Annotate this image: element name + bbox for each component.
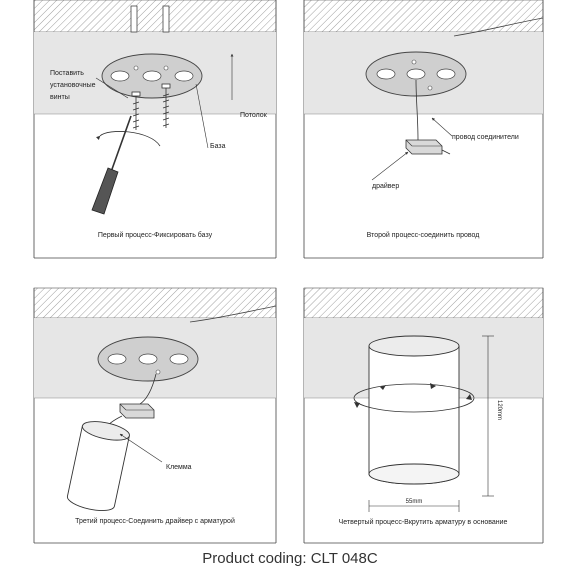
rotation-arrow-icon — [100, 131, 160, 146]
caption-step-1: Первый процесс-Фиксировать базу — [97, 232, 213, 239]
label-height: 120mm — [496, 399, 502, 421]
label-terminal: Клемма — [166, 464, 192, 471]
width-dimension — [369, 499, 459, 512]
panel-step-3 — [34, 288, 276, 543]
product-code: Product coding: CLT 048C — [202, 550, 378, 567]
panel-step-2 — [304, 0, 543, 258]
screwdriver-icon — [92, 116, 131, 214]
label-wire: провод соединители — [452, 134, 519, 141]
label-screws: установочные — [50, 82, 96, 89]
label-ceiling: Потолок — [240, 112, 267, 119]
label-screws: винты — [50, 94, 70, 101]
caption-step-3: Третий процесс-Соединить драйвер с арматурой — [75, 518, 235, 525]
base-plate — [98, 337, 198, 381]
caption-step-2: Второй процесс-соединить провод — [366, 232, 480, 239]
cylinder-fixture — [66, 418, 131, 514]
ceiling-slab — [34, 0, 276, 32]
ceiling-slab — [304, 288, 543, 318]
panel-step-4 — [304, 288, 543, 543]
label-width: 55mm — [405, 499, 423, 505]
label-screws: Поставить — [50, 70, 84, 77]
ceiling-slab — [304, 0, 543, 32]
panel-step-1 — [34, 0, 276, 258]
caption-step-4: Четвертый процесс-Вкрутить арматуру в основание — [338, 519, 508, 526]
driver-box-icon — [120, 404, 154, 418]
label-base: База — [210, 143, 226, 150]
label-driver: драйвер — [372, 183, 400, 190]
driver-box-icon — [406, 140, 450, 154]
